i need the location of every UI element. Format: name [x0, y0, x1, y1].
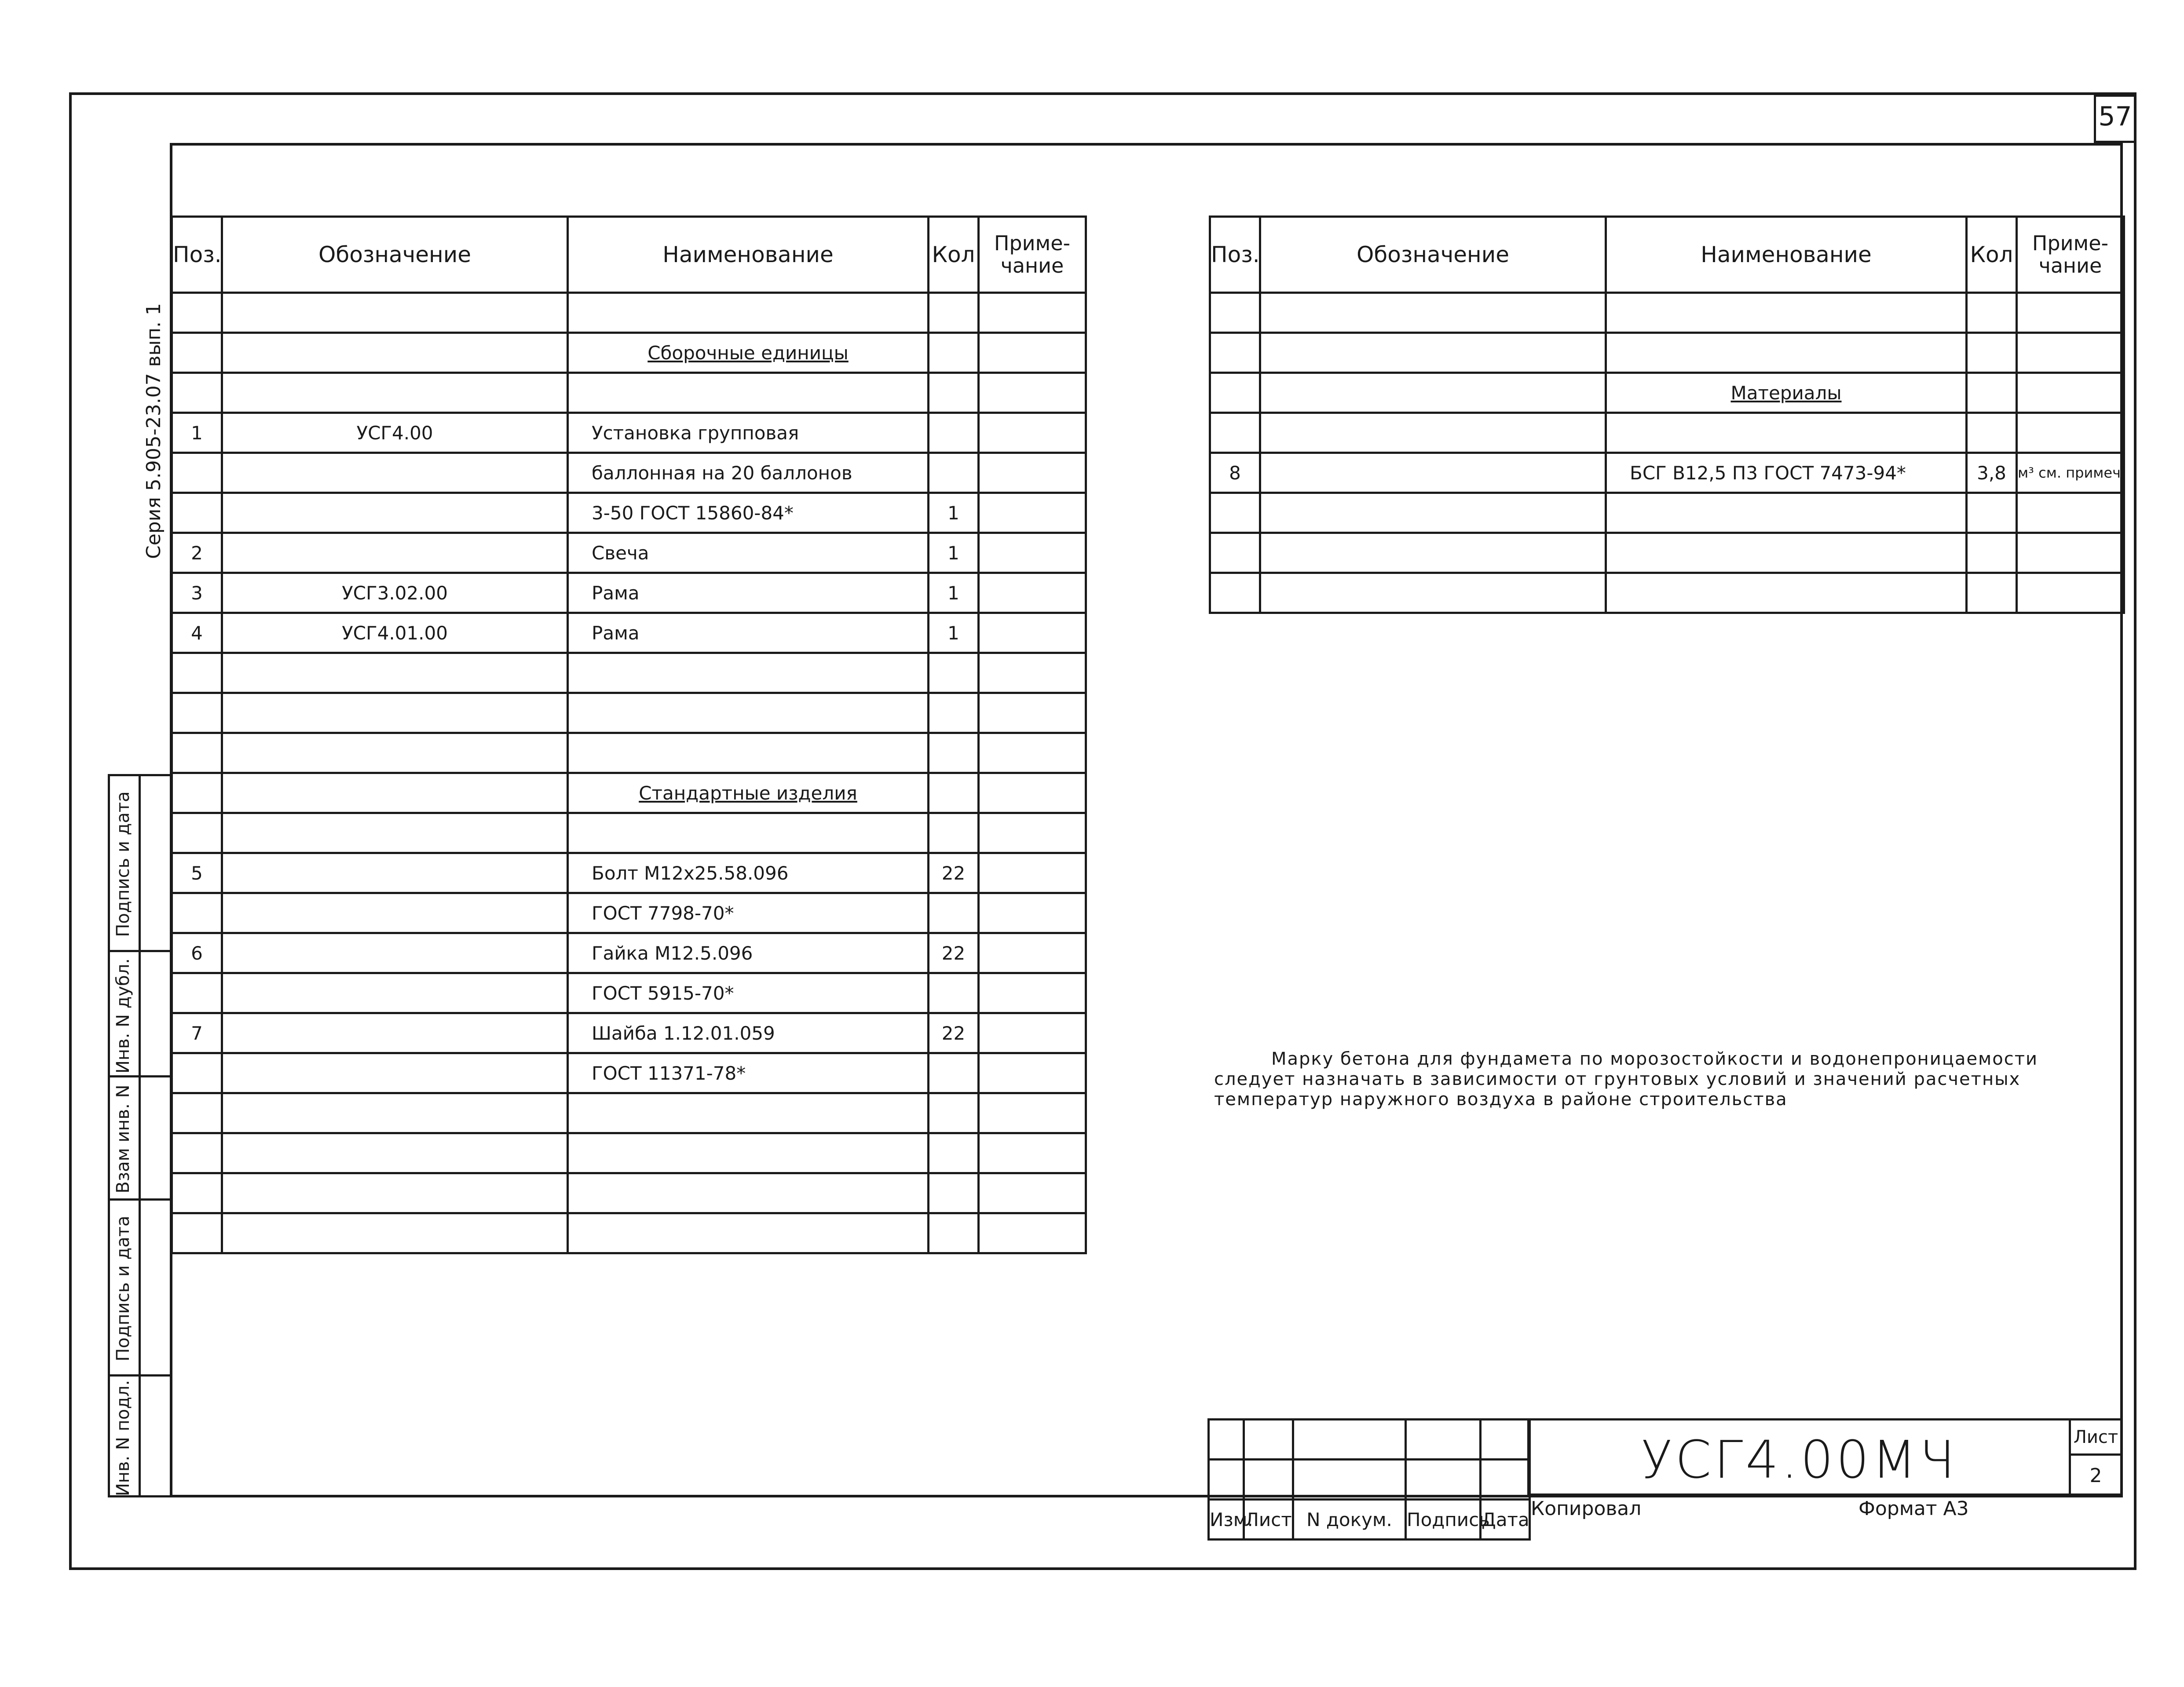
table-row — [1210, 373, 2124, 413]
cell-note — [979, 333, 1086, 373]
cell-designation: УСГ3.02.00 — [222, 573, 568, 613]
cell-designation — [222, 1053, 568, 1093]
header-pos: Поз. — [1210, 217, 1260, 293]
cell-name: Свеча — [568, 533, 929, 573]
cell-note — [979, 1173, 1086, 1213]
cell-designation — [222, 893, 568, 933]
header-qty: Кол — [1967, 217, 2017, 293]
table-row — [172, 933, 1086, 973]
cell-qty: 22 — [929, 1013, 979, 1053]
header-designation: Обозначение — [222, 217, 568, 293]
stamp-col-date: Дата — [1481, 1500, 1530, 1540]
cell-note — [979, 1133, 1086, 1173]
cell-note — [979, 1013, 1086, 1053]
cell-qty — [929, 693, 979, 733]
cell-note — [979, 733, 1086, 773]
cell-qty — [929, 333, 979, 373]
cell-name — [568, 693, 929, 733]
cell-pos — [172, 813, 222, 853]
revision-stamp — [1207, 1418, 1531, 1541]
cell-name: Шайба 1.12.01.059 — [568, 1013, 929, 1053]
cell-pos — [172, 653, 222, 693]
cell-pos: 4 — [172, 613, 222, 653]
cell-designation: УСГ4.01.00 — [222, 613, 568, 653]
cell-designation — [222, 1133, 568, 1173]
cell-pos — [172, 1173, 222, 1213]
cell-pos: 3 — [172, 573, 222, 613]
cell-note — [979, 973, 1086, 1013]
cell-qty — [929, 733, 979, 773]
cell-designation — [222, 693, 568, 733]
cell-name: ГОСТ 5915-70* — [568, 973, 929, 1013]
cell-pos: 6 — [172, 933, 222, 973]
stamp-row — [1209, 1420, 1530, 1460]
table-row — [172, 1013, 1086, 1053]
table-row — [172, 1133, 1086, 1173]
cell-qty — [929, 773, 979, 813]
cell-name — [568, 813, 929, 853]
cell-name — [568, 1093, 929, 1133]
cell-qty — [1967, 373, 2017, 413]
cell-designation — [222, 493, 568, 533]
cell-note — [979, 493, 1086, 533]
cell-qty — [929, 413, 979, 453]
cell-pos — [172, 1093, 222, 1133]
cell-name — [1606, 533, 1967, 573]
cell-name — [568, 1133, 929, 1173]
table-row — [172, 853, 1086, 893]
cell-qty — [929, 973, 979, 1013]
cell-qty — [1967, 493, 2017, 533]
cell-note — [979, 413, 1086, 453]
page-number: 57 — [2098, 101, 2132, 132]
cell-qty: 1 — [929, 573, 979, 613]
stamp-header-row — [1209, 1500, 1530, 1540]
cell-note — [979, 893, 1086, 933]
cell-pos — [172, 893, 222, 933]
cell-pos: 8 — [1210, 453, 1260, 493]
sheet-label: Лист — [2073, 1427, 2118, 1447]
footer-copied-by: Копировал — [1531, 1497, 1642, 1520]
table-row — [172, 333, 1086, 373]
cell-qty: 1 — [929, 493, 979, 533]
sidebar-divider — [139, 774, 141, 1497]
table-row — [172, 293, 1086, 333]
header-note: Приме-чание — [2017, 217, 2124, 293]
cell-note — [2017, 573, 2124, 613]
stamp-col-signature: Подпись — [1406, 1500, 1481, 1540]
stamp-col-document: N докум. — [1293, 1500, 1406, 1540]
cell-name: ГОСТ 11371-78* — [568, 1053, 929, 1093]
cell-designation — [1260, 453, 1606, 493]
right-table-body — [1210, 293, 2124, 613]
left-table-body — [172, 293, 1086, 1253]
left-spec-table — [171, 215, 1087, 1254]
cell-note — [979, 293, 1086, 333]
cell-pos — [172, 453, 222, 493]
cell-pos — [172, 333, 222, 373]
cell-note: м³ см. примеч. — [2017, 453, 2124, 493]
cell-qty: 1 — [929, 533, 979, 573]
cell-note — [979, 373, 1086, 413]
cell-pos — [1210, 573, 1260, 613]
cell-qty — [929, 813, 979, 853]
cell-designation — [1260, 333, 1606, 373]
table-row — [172, 533, 1086, 573]
cell-note — [979, 1093, 1086, 1133]
cell-note — [979, 693, 1086, 733]
table-row — [1210, 413, 2124, 453]
cell-name — [1606, 573, 1967, 613]
table-row — [172, 493, 1086, 533]
cell-name: БСГ В12,5 П3 ГОСТ 7473-94* — [1606, 453, 1967, 493]
cell-name: Стандартные изделия — [568, 773, 929, 813]
cell-designation — [1260, 413, 1606, 453]
sidebar-field-signature-2: Подпись и дата — [113, 791, 133, 937]
header-designation: Обозначение — [1260, 217, 1606, 293]
cell-qty — [1967, 573, 2017, 613]
table-row — [172, 773, 1086, 813]
cell-name — [568, 653, 929, 693]
right-spec-table — [1209, 215, 2125, 614]
cell-name: баллонная на 20 баллонов — [568, 453, 929, 493]
cell-pos — [1210, 493, 1260, 533]
cell-pos — [172, 973, 222, 1013]
cell-qty — [1967, 333, 2017, 373]
table-row — [1210, 453, 2124, 493]
table-row — [172, 573, 1086, 613]
cell-pos — [172, 693, 222, 733]
cell-name — [568, 1213, 929, 1253]
cell-pos — [1210, 533, 1260, 573]
cell-note — [979, 813, 1086, 853]
cell-pos — [172, 1133, 222, 1173]
cell-name: 3-50 ГОСТ 15860-84* — [568, 493, 929, 533]
footer-format: Формат А3 — [1858, 1497, 1969, 1520]
cell-pos — [1210, 373, 1260, 413]
cell-designation — [222, 1213, 568, 1253]
cell-note — [979, 853, 1086, 893]
cell-qty — [929, 653, 979, 693]
cell-note — [979, 613, 1086, 653]
sidebar-field-replaced-inv: Взам инв. N — [113, 1084, 133, 1194]
cell-designation — [222, 933, 568, 973]
cell-note — [2017, 413, 2124, 453]
cell-designation — [222, 653, 568, 693]
cell-note — [2017, 373, 2124, 413]
cell-name: Болт М12х25.58.096 — [568, 853, 929, 893]
cell-note — [979, 453, 1086, 493]
table-row — [1210, 493, 2124, 533]
cell-qty — [929, 293, 979, 333]
sidebar-field-signature-1: Подпись и дата — [113, 1216, 133, 1362]
cell-pos — [172, 493, 222, 533]
cell-designation — [1260, 573, 1606, 613]
note-text: Марку бетона для фундамета по морозостойкости и водонепроницаемости следует назначать в зависимости от грунтовых условий и значений расчетных температур наружного воздуха в районе строительства — [1214, 1049, 2038, 1110]
cell-qty — [929, 1093, 979, 1133]
cell-qty — [929, 893, 979, 933]
cell-name — [1606, 493, 1967, 533]
cell-pos: 7 — [172, 1013, 222, 1053]
cell-note — [979, 653, 1086, 693]
table-row — [172, 1093, 1086, 1133]
sidebar-field-inv-dup: Инв. N дубл. — [113, 958, 133, 1074]
stamp-col-sheet: Лист — [1244, 1500, 1293, 1540]
cell-note — [979, 1213, 1086, 1253]
cell-pos: 2 — [172, 533, 222, 573]
series-label: Серия 5.905-23.07 вып. 1 — [143, 303, 165, 559]
cell-pos — [172, 373, 222, 413]
cell-designation — [222, 533, 568, 573]
cell-designation: УСГ4.00 — [222, 413, 568, 453]
cell-note — [2017, 293, 2124, 333]
table-row — [172, 413, 1086, 453]
table-row — [1210, 293, 2124, 333]
table-row — [172, 893, 1086, 933]
cell-designation — [1260, 373, 1606, 413]
cell-pos: 5 — [172, 853, 222, 893]
table-row — [1210, 573, 2124, 613]
cell-pos — [1210, 413, 1260, 453]
cell-pos — [172, 293, 222, 333]
cell-designation — [222, 293, 568, 333]
cell-note — [2017, 493, 2124, 533]
cell-designation — [1260, 533, 1606, 573]
cell-designation — [1260, 493, 1606, 533]
cell-pos — [172, 733, 222, 773]
table-row — [172, 373, 1086, 413]
table-row — [172, 1173, 1086, 1213]
cell-name — [568, 293, 929, 333]
cell-designation — [222, 373, 568, 413]
cell-name: Рама — [568, 573, 929, 613]
table-row — [172, 1053, 1086, 1093]
stamp-row — [1209, 1460, 1530, 1500]
cell-pos: 1 — [172, 413, 222, 453]
cell-name — [568, 373, 929, 413]
cell-name — [1606, 333, 1967, 373]
cell-designation — [222, 333, 568, 373]
header-qty: Кол — [929, 217, 979, 293]
cell-qty — [929, 373, 979, 413]
table-row — [172, 813, 1086, 853]
header-name: Наименование — [1606, 217, 1967, 293]
cell-name: Установка групповая — [568, 413, 929, 453]
document-code: УСГ4.00МЧ — [1641, 1429, 1957, 1490]
cell-qty: 22 — [929, 933, 979, 973]
cell-designation — [222, 1013, 568, 1053]
table-row — [172, 613, 1086, 653]
cell-note — [979, 773, 1086, 813]
cell-name: Сборочные единицы — [568, 333, 929, 373]
cell-name: ГОСТ 7798-70* — [568, 893, 929, 933]
cell-designation — [222, 973, 568, 1013]
table-row — [1210, 533, 2124, 573]
table-row — [172, 973, 1086, 1013]
cell-note — [979, 1053, 1086, 1093]
cell-name — [568, 1173, 929, 1213]
cell-name: Материалы — [1606, 373, 1967, 413]
cell-qty — [929, 1173, 979, 1213]
sheet-number-divider — [2069, 1453, 2123, 1456]
header-name: Наименование — [568, 217, 929, 293]
cell-note — [979, 573, 1086, 613]
cell-qty — [929, 1133, 979, 1173]
cell-name — [568, 733, 929, 773]
table-row — [172, 453, 1086, 493]
cell-designation — [222, 773, 568, 813]
cell-designation — [222, 813, 568, 853]
sheet-number: 2 — [2089, 1464, 2102, 1487]
cell-name — [1606, 413, 1967, 453]
cell-note — [979, 933, 1086, 973]
cell-note — [2017, 533, 2124, 573]
cell-qty — [929, 453, 979, 493]
cell-name — [1606, 293, 1967, 333]
table-row — [172, 693, 1086, 733]
table-row — [172, 733, 1086, 773]
header-pos: Поз. — [172, 217, 222, 293]
cell-designation — [222, 853, 568, 893]
table-row — [1210, 333, 2124, 373]
cell-qty: 1 — [929, 613, 979, 653]
cell-name: Гайка М12.5.096 — [568, 933, 929, 973]
cell-designation — [1260, 293, 1606, 333]
cell-pos — [1210, 293, 1260, 333]
cell-qty: 3,8 — [1967, 453, 2017, 493]
cell-qty — [1967, 293, 2017, 333]
cell-designation — [222, 733, 568, 773]
cell-note — [2017, 333, 2124, 373]
table-row — [172, 653, 1086, 693]
table-header — [172, 217, 1086, 293]
header-note: Приме-чание — [979, 217, 1086, 293]
stamp-col-change: Изм. — [1209, 1500, 1244, 1540]
cell-pos — [1210, 333, 1260, 373]
cell-qty: 22 — [929, 853, 979, 893]
cell-designation — [222, 453, 568, 493]
cell-designation — [222, 1173, 568, 1213]
cell-pos — [172, 773, 222, 813]
table-header — [1210, 217, 2124, 293]
cell-qty — [1967, 413, 2017, 453]
table-row — [172, 1213, 1086, 1253]
cell-pos — [172, 1053, 222, 1093]
cell-pos — [172, 1213, 222, 1253]
cell-note — [979, 533, 1086, 573]
sidebar-field-inv-orig: Инв. N подл. — [113, 1380, 133, 1497]
cell-qty — [929, 1053, 979, 1093]
cell-designation — [222, 1093, 568, 1133]
cell-name: Рама — [568, 613, 929, 653]
cell-qty — [1967, 533, 2017, 573]
cell-qty — [929, 1213, 979, 1253]
